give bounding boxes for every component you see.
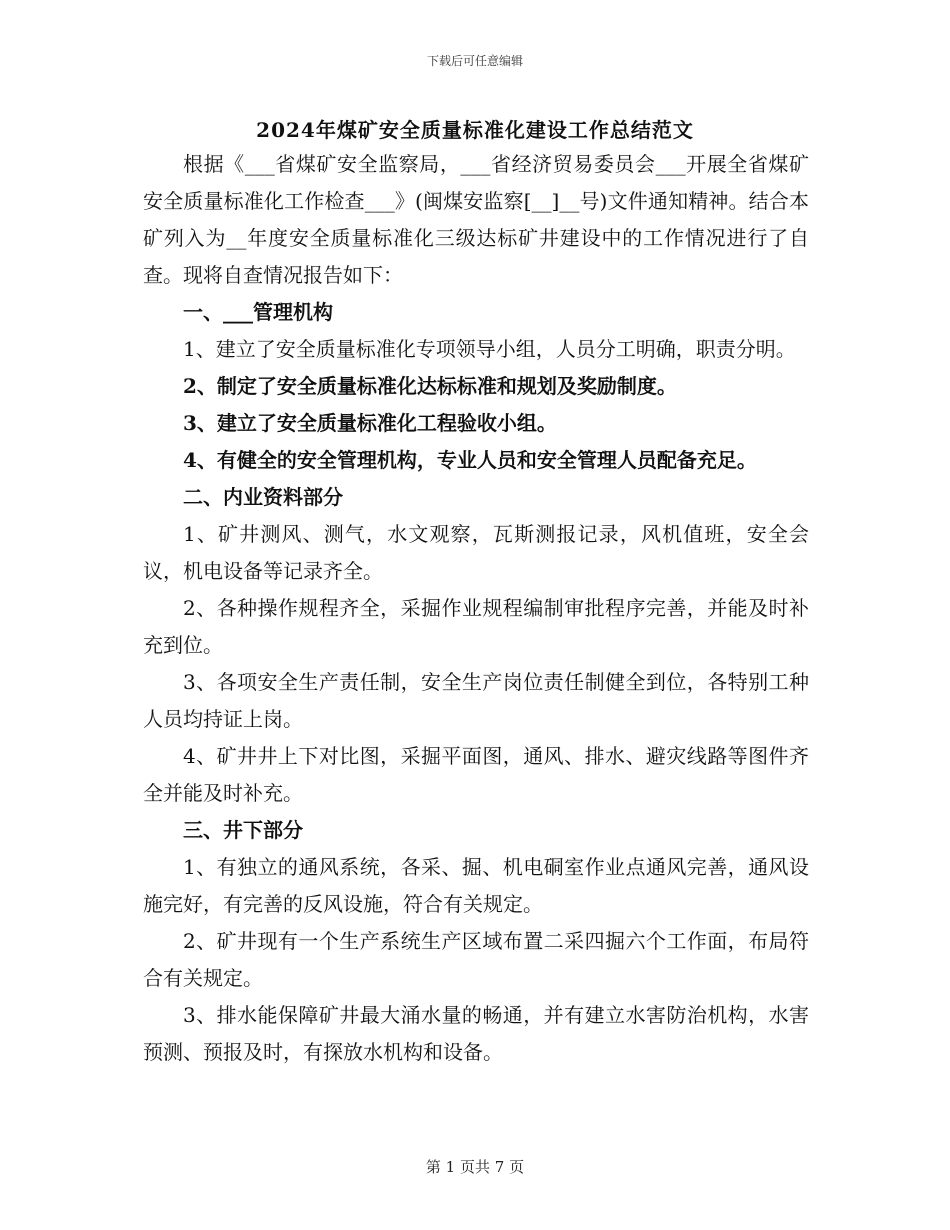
paragraph: 4、矿井井上下对比图，采掘平面图，通风、排水、避灾线路等图件齐全并能及时补充。: [143, 744, 809, 805]
paragraph: 3、排水能保障矿井最大涌水量的畅通，并有建立水害防治机构，水害预测、预报及时，有探放水机构和设备。: [143, 1003, 809, 1064]
paragraph: 3、各项安全生产责任制，安全生产岗位责任制健全到位，各特别工种人员均持证上岗。: [143, 670, 809, 731]
paragraph: 4、有健全的安全管理机构，专业人员和安全管理人员配备充足。: [183, 448, 757, 472]
paragraph: 1、矿井测风、测气，水文观察，瓦斯测报记录，风机值班，安全会议，机电设备等记录齐全。: [143, 522, 809, 583]
section-heading-underground: 三、井下部分: [183, 818, 303, 842]
paragraph: 3、建立了安全质量标准化工程验收小组。: [183, 411, 557, 435]
section-heading-management: 一、___管理机构: [183, 300, 333, 324]
document-body: [143, 146, 809, 1071]
intro-paragraph: 根据《___省煤矿安全监察局，___省经济贸易委员会___开展全省煤矿安全质量标准化工作检查___》(闽煤安监察[__]__号)文件通知精神。结合本矿列入为__年度安全质量标准化三级达标矿井建设中的工作情况进行了自查。现将自查情况报告如下：: [143, 152, 809, 287]
paragraph: 1、建立了安全质量标准化专项领导小组，人员分工明确，职责分明。: [183, 337, 796, 361]
paragraph: 1、有独立的通风系统，各采、掘、机电硐室作业点通风完善，通风设施完好，有完善的反风设施，符合有关规定。: [143, 855, 809, 916]
page-header: 下载后可任意编辑: [426, 54, 523, 68]
section-heading-records: 二、内业资料部分: [183, 485, 343, 509]
paragraph: 2、制定了安全质量标准化达标标准和规划及奖励制度。: [183, 374, 677, 398]
document-title: 2024年煤矿安全质量标准化建设工作总结范文: [256, 118, 694, 142]
paragraph: 2、各种操作规程齐全，采掘作业规程编制审批程序完善，并能及时补充到位。: [143, 596, 809, 657]
paragraph: 2、矿井现有一个生产系统生产区域布置二采四掘六个工作面，布局符合有关规定。: [143, 929, 809, 990]
page-footer: 第 1 页共 7 页: [425, 1158, 525, 1176]
